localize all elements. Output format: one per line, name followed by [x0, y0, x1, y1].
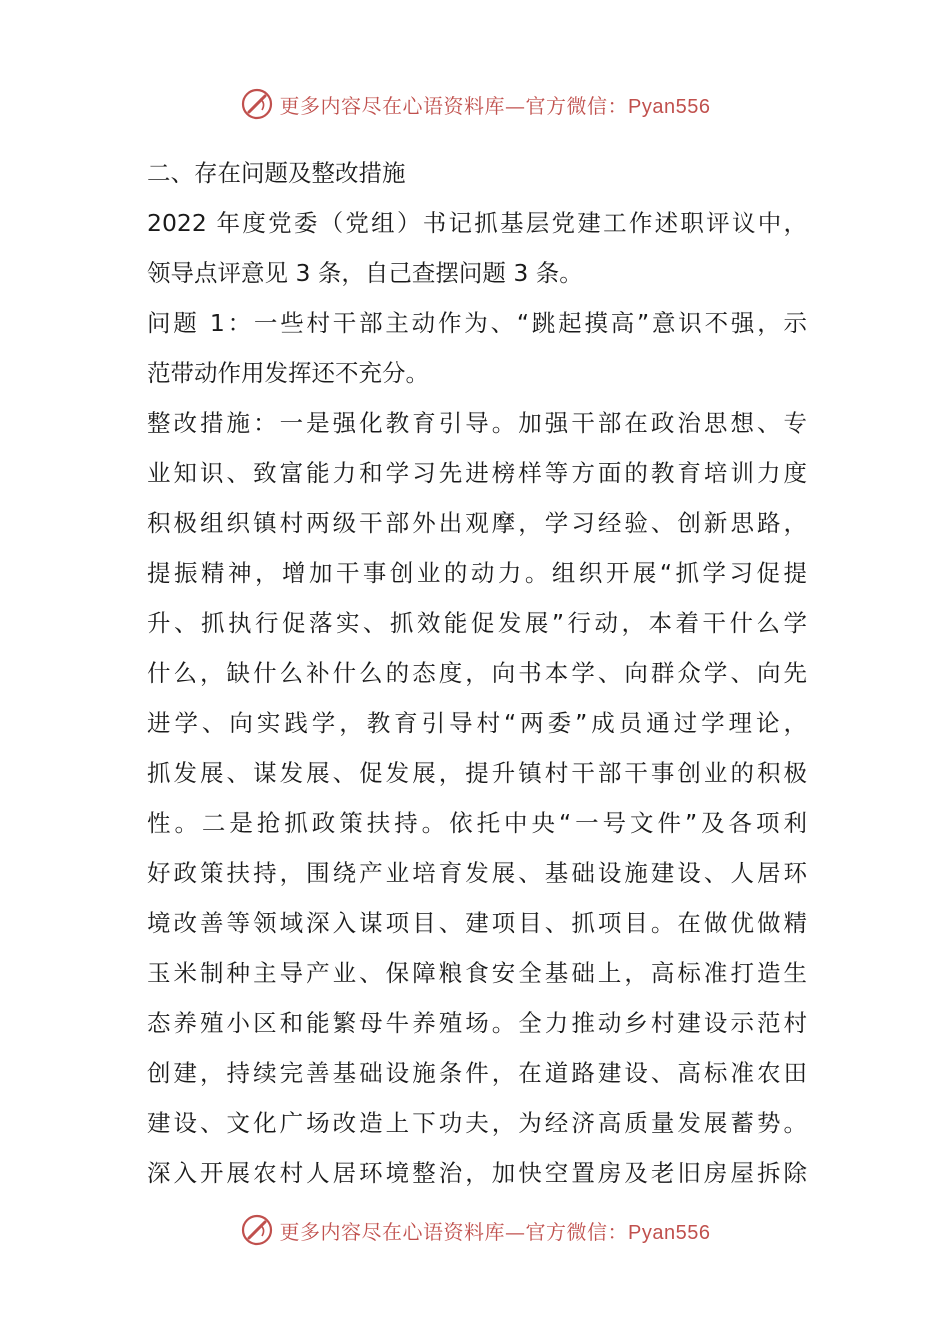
text-line: 玉米制种主导产业、保障粮食安全基础上，高标准打造生 — [147, 959, 807, 987]
header-banner — [0, 84, 950, 124]
banner-wechat-id: Pyan556 — [628, 1221, 711, 1244]
text-line: 性。二是抢抓政策扶持。依托中央“一号文件”及各项利 — [147, 809, 807, 837]
section-heading: 二、存在问题及整改措施 — [147, 159, 406, 187]
text-line: 2022 年度党委（党组）书记抓基层党建工作述职评议中， — [147, 209, 807, 237]
text-line: 态养殖小区和能繁母牛养殖场。全力推动乡村建设示范村 — [147, 1009, 807, 1037]
text-line: 创建，持续完善基础设施条件，在道路建设、高标准农田 — [147, 1059, 807, 1087]
banner-wechat-id: Pyan556 — [628, 95, 711, 118]
text-line: 领导点评意见 3 条，自己查摆问题 3 条。 — [147, 259, 583, 287]
banner-text: 更多内容尽在心语资料库—官方微信： — [279, 93, 629, 118]
pen-logo-icon — [240, 1213, 274, 1247]
pen-logo-icon — [240, 87, 274, 121]
text-line: 整改措施：一是强化教育引导。加强干部在政治思想、专 — [147, 409, 807, 437]
text-line: 抓发展、谋发展、促发展，提升镇村干部干事创业的积极 — [147, 759, 807, 787]
banner-text: 更多内容尽在心语资料库—官方微信： — [279, 1219, 629, 1244]
text-line: 进学、向实践学，教育引导村“两委”成员通过学理论， — [147, 709, 807, 737]
footer-banner — [0, 1210, 950, 1250]
text-line: 积极组织镇村两级干部外出观摩，学习经验、创新思路， — [147, 509, 807, 537]
document-body — [147, 148, 807, 1198]
text-line: 深入开展农村人居环境整治，加快空置房及老旧房屋拆除 — [147, 1159, 807, 1187]
text-line: 什么，缺什么补什么的态度，向书本学、向群众学、向先 — [147, 659, 807, 687]
text-line: 升、抓执行促落实、抓效能促发展”行动，本着干什么学 — [147, 609, 807, 637]
text-line: 问题 1：一些村干部主动作为、“跳起摸高”意识不强，示 — [147, 309, 807, 337]
text-line: 建设、文化广场改造上下功夫，为经济高质量发展蓄势。 — [147, 1109, 807, 1137]
text-line: 好政策扶持，围绕产业培育发展、基础设施建设、人居环 — [147, 859, 807, 887]
text-line: 范带动作用发挥还不充分。 — [147, 359, 429, 387]
text-line: 提振精神，增加干事创业的动力。组织开展“抓学习促提 — [147, 559, 807, 587]
text-line: 业知识、致富能力和学习先进榜样等方面的教育培训力度 — [147, 459, 807, 487]
text-line: 境改善等领域深入谋项目、建项目、抓项目。在做优做精 — [147, 909, 807, 937]
